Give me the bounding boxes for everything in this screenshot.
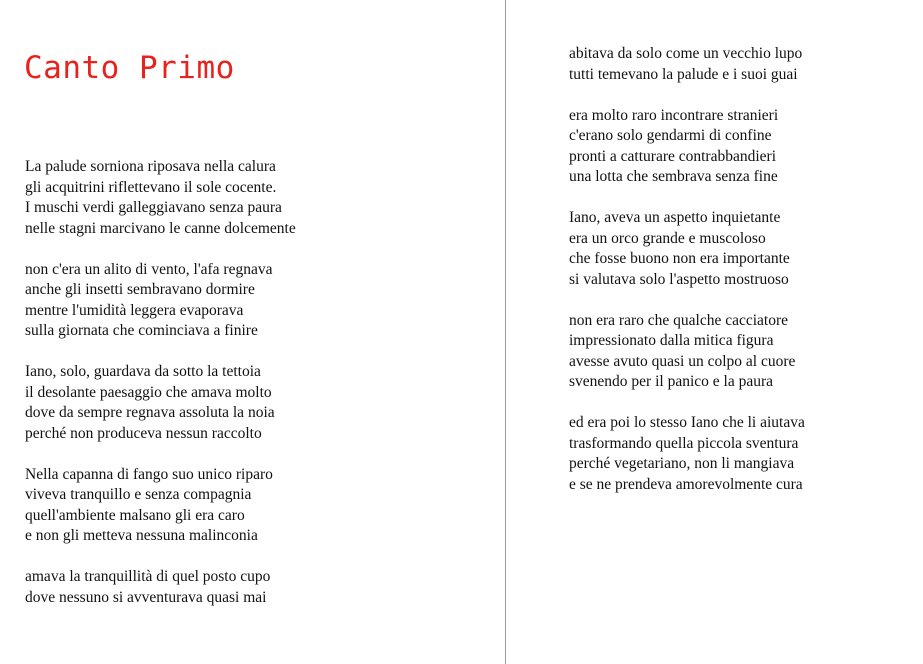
verse-line: Nella capanna di fango suo unico riparo <box>25 465 273 483</box>
stanza <box>569 208 805 290</box>
verse-line: La palude sorniona riposava nella calura <box>25 158 276 175</box>
verse-line: una lotta che sembrava senza fine <box>569 168 778 185</box>
verse-line: dove nessuno si avventurava quasi mai <box>25 588 267 606</box>
stanza <box>25 362 296 444</box>
verse-line: I muschi verdi galleggiavano senza paura <box>25 199 282 216</box>
stanza <box>569 413 805 495</box>
verse-line: quell'ambiente malsano gli era caro <box>25 506 245 524</box>
verse-line: abitava da solo come un vecchio lupo <box>569 45 803 62</box>
verse-line: mentre l'umidità leggera evaporava <box>25 301 244 319</box>
verse-line: era un orco grande e muscoloso <box>569 229 766 247</box>
verse-line: non c'era un alito di vento, l'afa regnava <box>25 260 273 278</box>
verse-line: viveva tranquillo e senza compagnia <box>25 486 252 503</box>
stanza <box>25 567 296 608</box>
verse-line: svenendo per il panico e la paura <box>569 373 773 390</box>
canto-title: Canto Primo <box>24 50 235 86</box>
stanza <box>569 44 805 85</box>
verse-line: amava la tranquillità di quel posto cupo <box>25 568 271 585</box>
poem-left-column <box>25 157 296 608</box>
verse-line: Iano, solo, guardava da sotto la tettoia <box>25 363 261 380</box>
stanza <box>25 157 296 239</box>
stanza <box>569 311 805 393</box>
verse-line: e non gli metteva nessuna malinconia <box>25 527 258 544</box>
verse-line: non era raro che qualche cacciatore <box>569 311 789 329</box>
verse-line: che fosse buono non era importante <box>569 250 790 267</box>
verse-line: perché vegetariano, non li mangiava <box>569 455 795 472</box>
poem-right-column <box>569 44 805 495</box>
stanza <box>25 465 296 547</box>
verse-line: tutti temevano la palude e i suoi guai <box>569 65 798 83</box>
verse-line: dove da sempre regnava assoluta la noia <box>25 404 275 421</box>
verse-line: trasformando quella piccola sventura <box>569 434 799 452</box>
verse-line: nelle stagni marcivano le canne dolcemente <box>25 219 296 237</box>
verse-line: si valutava solo l'aspetto mostruoso <box>569 270 789 288</box>
verse-line: avesse avuto quasi un colpo al cuore <box>569 352 796 370</box>
verse-line: gli acquitrini riflettevano il sole cocente. <box>25 178 277 196</box>
verse-line: sulla giornata che cominciava a finire <box>25 322 258 339</box>
verse-line: ed era poi lo stesso Iano che li aiutava <box>569 414 805 431</box>
verse-line: pronti a catturare contrabbandieri <box>569 147 776 165</box>
verse-line: il desolante paesaggio che amava molto <box>25 383 272 401</box>
verse-line: era molto raro incontrare stranieri <box>569 106 779 124</box>
verse-line: e se ne prendeva amorevolmente cura <box>569 475 803 493</box>
verse-line: perché non produceva nessun raccolto <box>25 424 262 442</box>
stanza <box>569 106 805 188</box>
stanza <box>25 260 296 342</box>
right-page <box>506 0 923 664</box>
verse-line: Iano, aveva un aspetto inquietante <box>569 209 781 226</box>
verse-line: impressionato dalla mitica figura <box>569 332 774 349</box>
verse-line: c'erano solo gendarmi di confine <box>569 127 772 144</box>
verse-line: anche gli insetti sembravano dormire <box>25 281 255 298</box>
